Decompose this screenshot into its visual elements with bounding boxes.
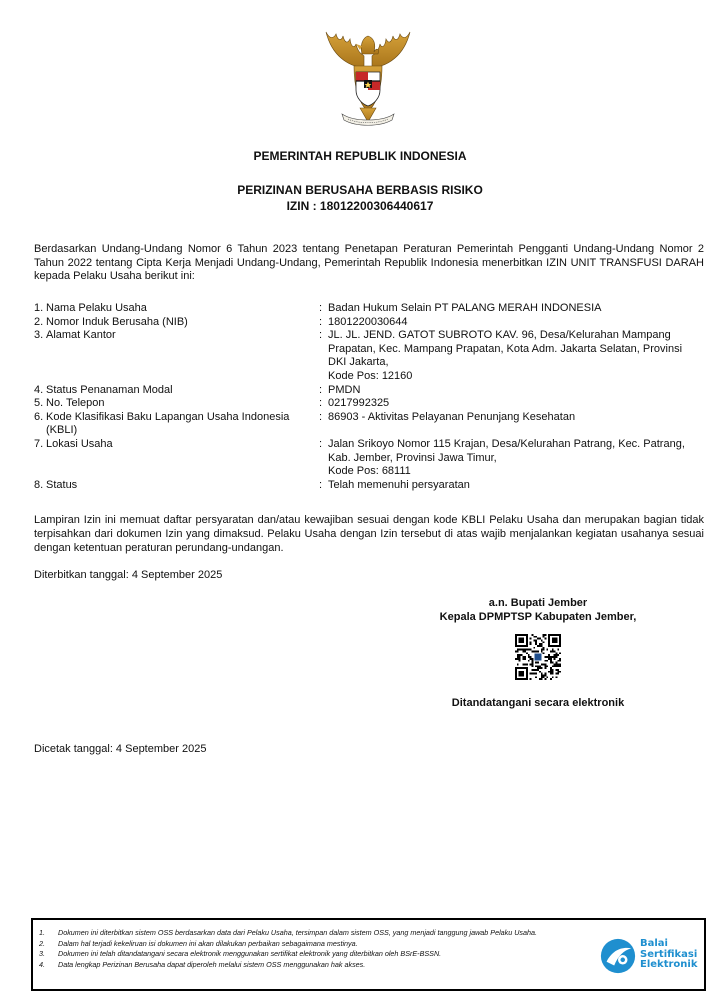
field-colon: : [319, 478, 323, 491]
footer-notes-list [39, 928, 594, 970]
field-value [328, 302, 704, 316]
izin-number: IZIN : 18012200306440617 [286, 199, 434, 213]
footer-note [39, 939, 594, 950]
field-value-line: Jalan Srikoyo Nomor 115 Krajan, Desa/Kelurahan Patrang, Kec. Patrang, [328, 437, 685, 450]
field-label [34, 397, 319, 411]
field-label-text: Status Penanaman Modal [46, 383, 173, 396]
field-row [34, 384, 704, 398]
field-value-line: PMDN [328, 383, 361, 396]
field-number: 2. [34, 315, 44, 328]
footer-note-text: Dokumen ini telah ditandatangani secara elektronik menggunakan sertifikat elektronik yang diterbitkan oleh BSrE-BSSN. [58, 949, 442, 959]
field-value-line: JL. JL. JEND. GATOT SUBROTO KAV. 96, Desa/Kelurahan Mampang [328, 329, 671, 342]
field-label-text: Kode Klasifikasi Baku Lapangan Usaha Indonesia (KBLI) [46, 410, 290, 437]
footer-note-number: 4. [39, 959, 45, 969]
field-value-line: 0217992325 [328, 397, 390, 410]
field-value-line: Kode Pos: 12160 [328, 369, 413, 382]
field-value-line: Kab. Jember, Provinsi Jawa Timur, [328, 451, 497, 464]
field-row [34, 316, 704, 330]
field-label [34, 411, 319, 438]
field-colon: : [319, 383, 323, 396]
footer-note-text: Dokumen ini diterbitkan sistem OSS berdasarkan data dari Pelaku Usaha, tersimpan dalam sistem OSS, yang menjadi tanggung jawab Pelaku Usaha. [58, 928, 538, 937]
printed-date: Dicetak tanggal: 4 September 2025 [34, 743, 207, 755]
field-number: 1. [34, 302, 44, 314]
field-value [328, 384, 704, 398]
field-row [34, 438, 704, 479]
footer-note-number: 2. [39, 938, 45, 948]
footer-note-text: Data lengkap Perizinan Berusaha dapat diperoleh melalui sistem OSS menggunakan hak akses. [58, 959, 366, 969]
field-label-text: Lokasi Usaha [46, 437, 113, 450]
field-value [328, 397, 704, 411]
field-colon: : [319, 315, 323, 328]
field-value [328, 329, 704, 383]
field-label-text: Alamat Kantor [46, 329, 116, 342]
footer-note-text: Dalam hal terjadi kekeliruan isi dokumen ini akan dilakukan perbaikan sebagaimana mestinya. [58, 938, 358, 948]
field-label-text: Status [46, 478, 78, 491]
footer-note [39, 928, 594, 939]
field-number: 4. [34, 383, 44, 396]
signature-position: Kepala DPMPTSP Kabupaten Jember, [439, 611, 637, 623]
field-value-line: 1801220030644 [328, 315, 408, 328]
field-colon: : [319, 397, 323, 410]
field-row [34, 302, 704, 316]
field-label [34, 438, 319, 479]
field-colon: : [319, 329, 323, 342]
footer-note-number: 3. [39, 949, 45, 959]
field-row [34, 411, 704, 438]
signature-on-behalf: a.n. Bupati Jember [488, 597, 588, 609]
field-label [34, 384, 319, 398]
field-value [328, 316, 704, 330]
field-colon: : [319, 302, 323, 314]
field-label [34, 329, 319, 383]
intro-paragraph: Berdasarkan Undang-Undang Nomor 6 Tahun 2023 tentang Penetapan Peraturan Pemerintah Pengganti Undang-Undang Nomor 2 Tahun 2022 tentang Cipta Kerja Menjadi Undang-Undang, Pemerintah Republik Indonesia menerbitkan IZIN UNIT TRANSFUSI DARAH kepada Pelaku Usaha berikut ini: [34, 243, 704, 282]
field-value-line: Badan Hukum Selain PT PALANG MERAH INDONESIA [328, 302, 602, 314]
field-colon: : [319, 410, 323, 423]
field-label-text: No. Telepon [46, 397, 105, 410]
field-value-line: 86903 - Aktivitas Pelayanan Penunjang Kesehatan [328, 410, 576, 423]
bsre-line-1: Balai [640, 938, 668, 949]
footer-note [39, 960, 594, 971]
qr-code-icon [515, 634, 561, 680]
footer-notes-box [31, 918, 706, 991]
document-title: PERIZINAN BERUSAHA BERBASIS RISIKO [237, 183, 483, 197]
field-row [34, 329, 704, 383]
attachment-paragraph: Lampiran Izin ini memuat daftar persyaratan dan/atau kewajiban sesuai dengan kode KBLI Pelaku Usaha dan merupakan bagian tidak terpisahkan dari dokumen Izin yang dimaksud. Pelaku Usaha dengan Izin tersebut di atas wajib menjalankan kegiatan usahanya sesuai dengan ketentuan peraturan perundang-undangan. [34, 514, 704, 554]
field-label-text: Nama Pelaku Usaha [46, 302, 147, 314]
footer-note [39, 949, 594, 960]
field-value [328, 479, 704, 493]
field-label-text: Nomor Induk Berusaha (NIB) [46, 315, 188, 328]
footer-note-number: 1. [39, 928, 45, 937]
field-label [34, 316, 319, 330]
business-fields [34, 302, 704, 492]
field-value [328, 411, 704, 438]
field-number: 8. [34, 478, 44, 491]
issued-date: Diterbitkan tanggal: 4 September 2025 [34, 569, 223, 581]
field-number: 5. [34, 397, 44, 410]
field-value-line: Telah memenuhi persyaratan [328, 478, 470, 491]
signed-electronically-note: Ditandatangani secara elektronik [451, 697, 625, 709]
bsre-logo [599, 935, 703, 979]
field-number: 3. [34, 329, 44, 342]
bsre-line-3: Elektronik [640, 959, 698, 970]
field-label [34, 479, 319, 493]
field-row [34, 479, 704, 493]
bsre-logo-text [640, 939, 697, 971]
field-number: 7. [34, 437, 44, 450]
bsre-logo-icon [599, 937, 637, 975]
field-number: 6. [34, 410, 44, 423]
government-title: PEMERINTAH REPUBLIK INDONESIA [253, 149, 467, 163]
field-value-line: DKI Jakarta, [328, 356, 389, 369]
field-value-line: Kode Pos: 68111 [328, 465, 411, 478]
field-value [328, 438, 704, 479]
garuda-emblem-icon [318, 26, 418, 130]
field-label [34, 302, 319, 316]
bsre-line-2: Sertifikasi [640, 948, 698, 960]
field-row [34, 397, 704, 411]
field-colon: : [319, 437, 323, 450]
field-value-line: Prapatan, Kec. Mampang Prapatan, Kota Adm. Jakarta Selatan, Provinsi [328, 342, 683, 355]
